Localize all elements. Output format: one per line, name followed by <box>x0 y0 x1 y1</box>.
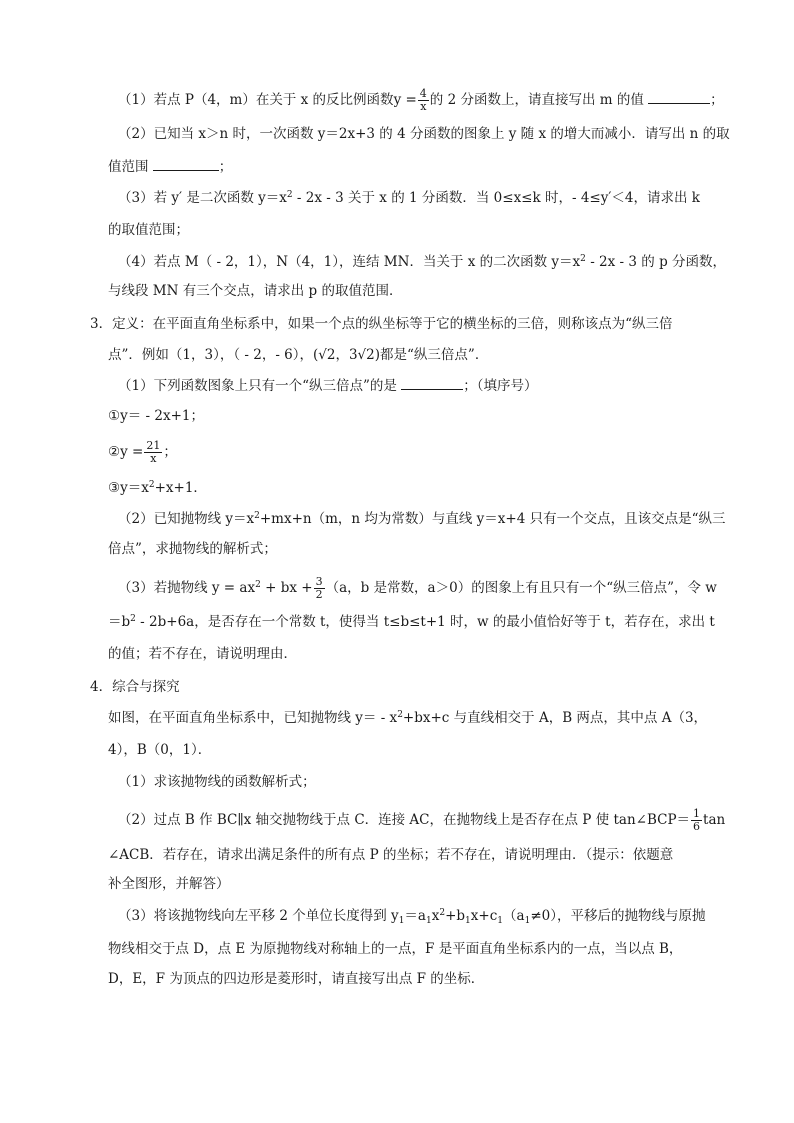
p2-q1-end: ； <box>710 92 724 108</box>
p2-q3-text-b: 的取值范围； <box>108 222 189 238</box>
exponent: 2 <box>255 580 261 590</box>
p3-option-2 <box>108 440 177 465</box>
p2-q1-line <box>118 88 724 113</box>
answer-blank[interactable] <box>401 375 463 390</box>
fraction-denominator: x <box>150 452 157 465</box>
p3-q3-text-b1: ＝b <box>108 614 131 630</box>
p4-q2-text-a2: tan <box>703 812 726 828</box>
p3-option-1 <box>108 406 204 426</box>
p2-q1-eq: y = <box>393 92 417 108</box>
p4-q1-text: （1）求该抛物线的函数解析式； <box>118 774 316 790</box>
p2-q4-text-b: 与线段 MN 有三个交点，请求出 p 的取值范围． <box>108 283 403 299</box>
p3-def-line-a <box>90 314 673 334</box>
p2-q3-text-a2: - 2x - 3 关于 x 的 1 分函数．当 0≤x≤k 时，- 4≤y′＜4，请求出 k <box>292 190 700 206</box>
p3-q2-text-b: 倍点”，求抛物线的解析式； <box>108 541 277 557</box>
p4-q2-line-b <box>108 845 673 865</box>
p4-intro-b: 4），B（0，1）． <box>108 742 212 758</box>
p3-definition-a: 定义：在平面直角坐标系中，如果一个点的纵坐标等于它的横坐标的三倍，则称该点为“纵三倍 <box>112 316 673 332</box>
p2-q1-text-b: 的 2 分函数上，请直接写出 m 的值 <box>429 92 644 108</box>
p3-option-3 <box>108 478 207 498</box>
p4-title-line <box>90 677 180 697</box>
fraction-denominator: 6 <box>693 820 701 833</box>
exponent: 2 <box>148 480 155 490</box>
p2-q2-line-b <box>108 156 232 177</box>
fraction-numerator: 4 <box>419 87 427 100</box>
fraction-denominator: 2 <box>315 588 323 601</box>
p2-q1-fraction <box>418 88 429 113</box>
p2-q4-line-a <box>118 252 726 272</box>
p4-q2-line-c <box>108 874 230 894</box>
p2-q4-text-a1: （4）若点 M（ - 2，1），N（4，1），连结 MN．当关于 x 的二次函数 y＝x <box>118 254 581 270</box>
p3-q2-line-b <box>108 539 277 559</box>
fraction-numerator: 1 <box>693 807 701 820</box>
exponent: 2 <box>439 908 446 918</box>
p2-q2-end: ； <box>218 159 233 175</box>
option-1-text: ①y＝ - 2x+1； <box>108 408 204 424</box>
p4-q3-text-c: D，E，F 为顶点的四边形是菱形时，请直接写出点 F 的坐标． <box>108 971 485 987</box>
p2-q2-line-a <box>118 124 730 144</box>
p3-q1-end: ；（填序号） <box>463 378 538 394</box>
p3-definition-b: 点”．例如（1，3），（ - 2，- 6），(√2，3√2)都是“纵三倍点”． <box>108 347 489 363</box>
p4-q3-line-c <box>108 969 484 989</box>
exponent: 2 <box>397 710 403 720</box>
p3-q3-text-c: 的值；若不存在，请说明理由． <box>108 646 297 662</box>
p3-q3-text-a2: + bx + <box>260 580 313 596</box>
exponent: 2 <box>254 511 260 521</box>
exponent: 2 <box>130 614 136 624</box>
p4-q2-line-a <box>118 808 725 833</box>
p3-q3-fraction <box>314 576 325 601</box>
p4-title: 综合与探究 <box>112 679 180 695</box>
p3-q3-text-b2: - 2b+6a，是否存在一个常数 t，使得当 t≤b≤t+1 时，w 的最小值恰好等于 t，若存在，求出 t <box>135 614 715 630</box>
p4-intro-line-b <box>108 740 211 760</box>
option-2-fraction <box>144 440 162 465</box>
p2-q2-text-b: 值范围 <box>108 159 149 175</box>
problem-number: 4． <box>90 679 113 695</box>
subscript: 1 <box>497 916 504 926</box>
p3-q2-text-a1: （2）已知抛物线 y＝x <box>118 511 255 527</box>
p4-q3-text-a6: （a <box>503 908 525 924</box>
p4-q3-line-b <box>108 939 682 959</box>
p4-intro-a1: 如图，在平面直角坐标系中，已知抛物线 y＝ - x <box>108 710 398 726</box>
fraction-denominator: x <box>420 100 427 113</box>
option-2-end: ； <box>163 444 177 460</box>
p3-q2-text-a2: +mx+n（m，n 均为常数）与直线 y＝x+4 只有一个交点，且该交点是“纵三 <box>259 511 726 527</box>
p4-q3-text-a3: x <box>431 908 440 924</box>
p4-q2-text-a1: （2）过点 B 作 BC∥x 轴交抛物线于点 C．连接 AC，在抛物线上是否存在点 P 使 tan∠BCP＝ <box>118 812 691 828</box>
p3-q3-text-a3: （a，b 是常数，a＞0）的图象上有且只有一个“纵三倍点”，令 w <box>325 580 717 596</box>
p4-q3-text-a7: ≠0），平移后的抛物线与原抛 <box>530 908 706 924</box>
p3-q1-line <box>118 375 537 396</box>
p4-q3-text-a5: x+c <box>470 908 498 924</box>
subscript: 1 <box>398 916 405 926</box>
subscript: 1 <box>425 916 432 926</box>
p2-q3-line-b <box>108 220 189 240</box>
p4-q2-text-b: ∠ACB．若存在，请求出满足条件的所有点 P 的坐标；若不存在，请说明理由．（提示：依题意 <box>108 847 674 863</box>
p4-q1-line <box>118 772 316 792</box>
p3-q2-line-a <box>118 509 726 529</box>
p2-q3-line-a <box>118 188 700 208</box>
p4-q3-text-b: 物线相交于点 D，点 E 为原抛物线对称轴上的一点，F 是平面直角坐标系内的一点，当以点 B， <box>108 941 683 957</box>
p2-q4-line-b <box>108 281 402 301</box>
option-3-text-a: ③y＝x <box>108 480 149 496</box>
p4-intro-line-a <box>108 708 707 728</box>
exponent: 2 <box>580 254 586 264</box>
p4-q3-text-a1: （3）将该抛物线向左平移 2 个单位长度得到 y <box>118 908 399 924</box>
p4-q3-line-a <box>118 906 705 926</box>
p3-q3-line-b <box>108 612 715 632</box>
subscript: 1 <box>524 916 531 926</box>
p2-q1-text-a: （1）若点 P（4，m）在关于 x 的反比例函数 <box>118 92 394 108</box>
fraction-numerator: 3 <box>315 575 323 588</box>
p3-def-line-b <box>108 345 488 365</box>
p4-q3-text-a2: ＝a <box>404 908 426 924</box>
p4-intro-a2: +bx+c 与直线相交于 A，B 两点，其中点 A（3， <box>402 710 708 726</box>
problem-number: 3． <box>90 316 113 332</box>
p3-q1-text: （1）下列函数图象上只有一个“纵三倍点”的是 <box>118 378 397 394</box>
fraction-numerator: 21 <box>146 439 161 452</box>
subscript: 1 <box>465 916 471 926</box>
answer-blank[interactable] <box>153 156 219 171</box>
p2-q4-text-a2: - 2x - 3 的 p 分函数， <box>585 254 727 270</box>
p2-q3-text-a1: （3）若 y′ 是二次函数 y＝x <box>118 190 287 206</box>
p4-q3-text-a4: +b <box>445 908 466 924</box>
p4-q2-text-c: 补全图形，并解答） <box>108 876 230 892</box>
p3-q3-line-c <box>108 644 297 664</box>
answer-blank[interactable] <box>648 89 710 104</box>
p4-q2-fraction <box>691 808 702 833</box>
option-3-text-b: +x+1． <box>154 480 207 496</box>
option-2-eq: ②y = <box>108 444 144 460</box>
p3-q3-text-a1: （3）若抛物线 y = ax <box>118 580 256 596</box>
p2-q2-text-a: （2）已知当 x＞n 时，一次函数 y＝2x+3 的 4 分函数的图象上 y 随 x 的增大而减小．请写出 n 的取 <box>118 126 730 142</box>
exponent: 2 <box>286 190 293 200</box>
p3-q3-line-a <box>118 576 717 601</box>
